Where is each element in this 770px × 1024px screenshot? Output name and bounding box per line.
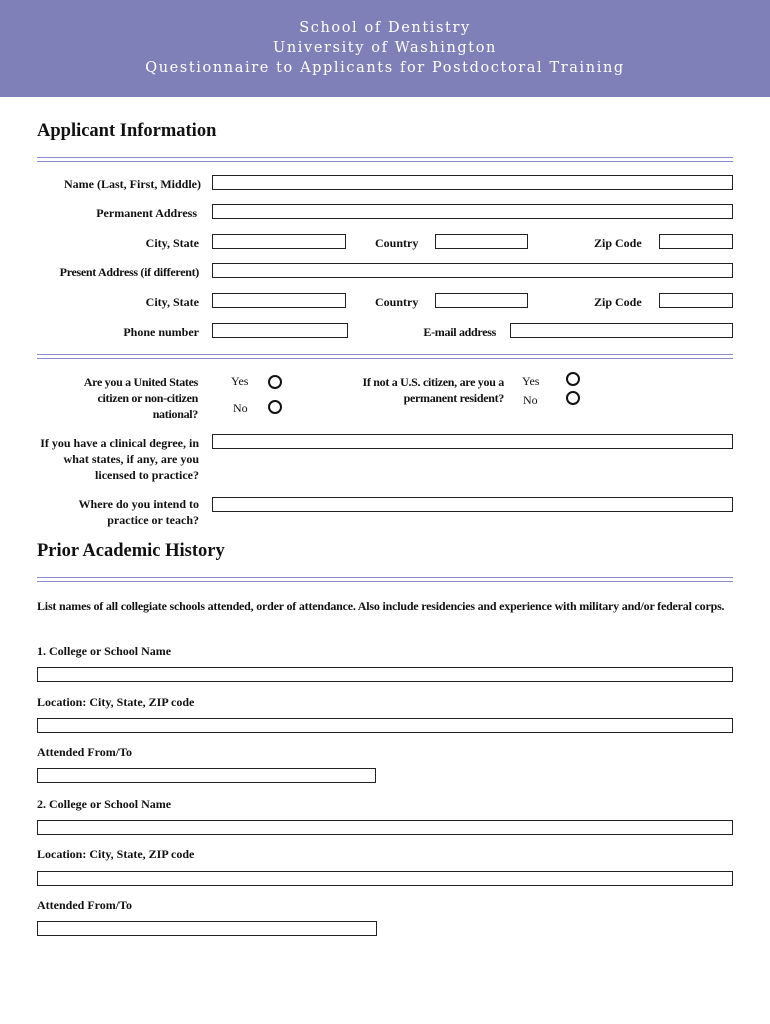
clinical-degree-question: If you have a clinical degree, in what states, if any, are you licensed to practice? xyxy=(40,436,199,482)
header-form-title: Questionnaire to Applicants for Postdoctoral Training xyxy=(145,60,625,76)
citizen-yes-radio[interactable] xyxy=(268,375,282,389)
resident-no-radio[interactable] xyxy=(566,391,580,405)
school1-location-input[interactable] xyxy=(37,718,733,733)
permanent-address-input[interactable] xyxy=(212,204,733,219)
school2-attended-label: Attended From/To xyxy=(37,898,133,912)
section-divider xyxy=(37,577,733,582)
school2-name-input[interactable] xyxy=(37,820,733,835)
school1-name-label: 1. College or School Name xyxy=(37,644,172,658)
academic-section-title: Prior Academic History xyxy=(37,541,225,561)
city-state-input[interactable] xyxy=(212,234,346,249)
present-country-label: Country xyxy=(375,295,419,309)
school2-location-label: Location: City, State, ZIP code xyxy=(37,847,195,861)
present-country-input[interactable] xyxy=(435,293,528,308)
present-zip-code-label: Zip Code xyxy=(594,295,642,309)
present-city-state-label: City, State xyxy=(145,295,199,309)
school1-name-input[interactable] xyxy=(37,667,733,682)
country-input[interactable] xyxy=(435,234,528,249)
zip-code-label: Zip Code xyxy=(594,236,642,250)
city-state-label: City, State xyxy=(145,236,199,250)
form-header xyxy=(0,0,770,97)
school2-name-label: 2. College or School Name xyxy=(37,797,172,811)
school2-attended-input[interactable] xyxy=(37,921,377,936)
name-input[interactable] xyxy=(212,175,733,190)
section-divider xyxy=(37,157,733,162)
intend-practice-input[interactable] xyxy=(212,497,733,512)
present-city-state-input[interactable] xyxy=(212,293,346,308)
name-label: Name (Last, First, Middle) xyxy=(64,177,201,191)
country-label: Country xyxy=(375,236,419,250)
header-university: University of Washington xyxy=(273,40,497,56)
clinical-degree-input[interactable] xyxy=(212,434,733,449)
phone-input[interactable] xyxy=(212,323,348,338)
email-label: E-mail address xyxy=(423,325,496,339)
school1-location-label: Location: City, State, ZIP code xyxy=(37,695,195,709)
citizen-no-radio[interactable] xyxy=(268,400,282,414)
present-address-label: Present Address (if different) xyxy=(59,265,199,279)
school1-attended-label: Attended From/To xyxy=(37,745,133,759)
academic-instructions: List names of all collegiate schools attended, order of attendance. Also include residencies and experience with military and/or federal corps. xyxy=(37,599,725,613)
resident-no-label: No xyxy=(523,393,538,407)
permanent-resident-question: If not a U.S. citizen, are you a permanent resident? xyxy=(362,375,504,405)
permanent-address-label: Permanent Address xyxy=(96,206,197,220)
citizen-question: Are you a United States citizen or non-citizen national? xyxy=(83,375,198,421)
present-address-input[interactable] xyxy=(212,263,733,278)
resident-yes-label: Yes xyxy=(522,374,540,388)
header-school: School of Dentistry xyxy=(299,20,471,36)
section-divider xyxy=(37,354,733,359)
citizen-yes-label: Yes xyxy=(231,374,249,388)
zip-code-input[interactable] xyxy=(659,234,733,249)
email-input[interactable] xyxy=(510,323,733,338)
school1-attended-input[interactable] xyxy=(37,768,376,783)
citizen-no-label: No xyxy=(233,401,248,415)
present-zip-code-input[interactable] xyxy=(659,293,733,308)
school2-location-input[interactable] xyxy=(37,871,733,886)
intend-practice-question: Where do you intend to practice or teach? xyxy=(78,497,199,527)
resident-yes-radio[interactable] xyxy=(566,372,580,386)
phone-label: Phone number xyxy=(123,325,199,339)
applicant-section-title: Applicant Information xyxy=(37,121,217,141)
